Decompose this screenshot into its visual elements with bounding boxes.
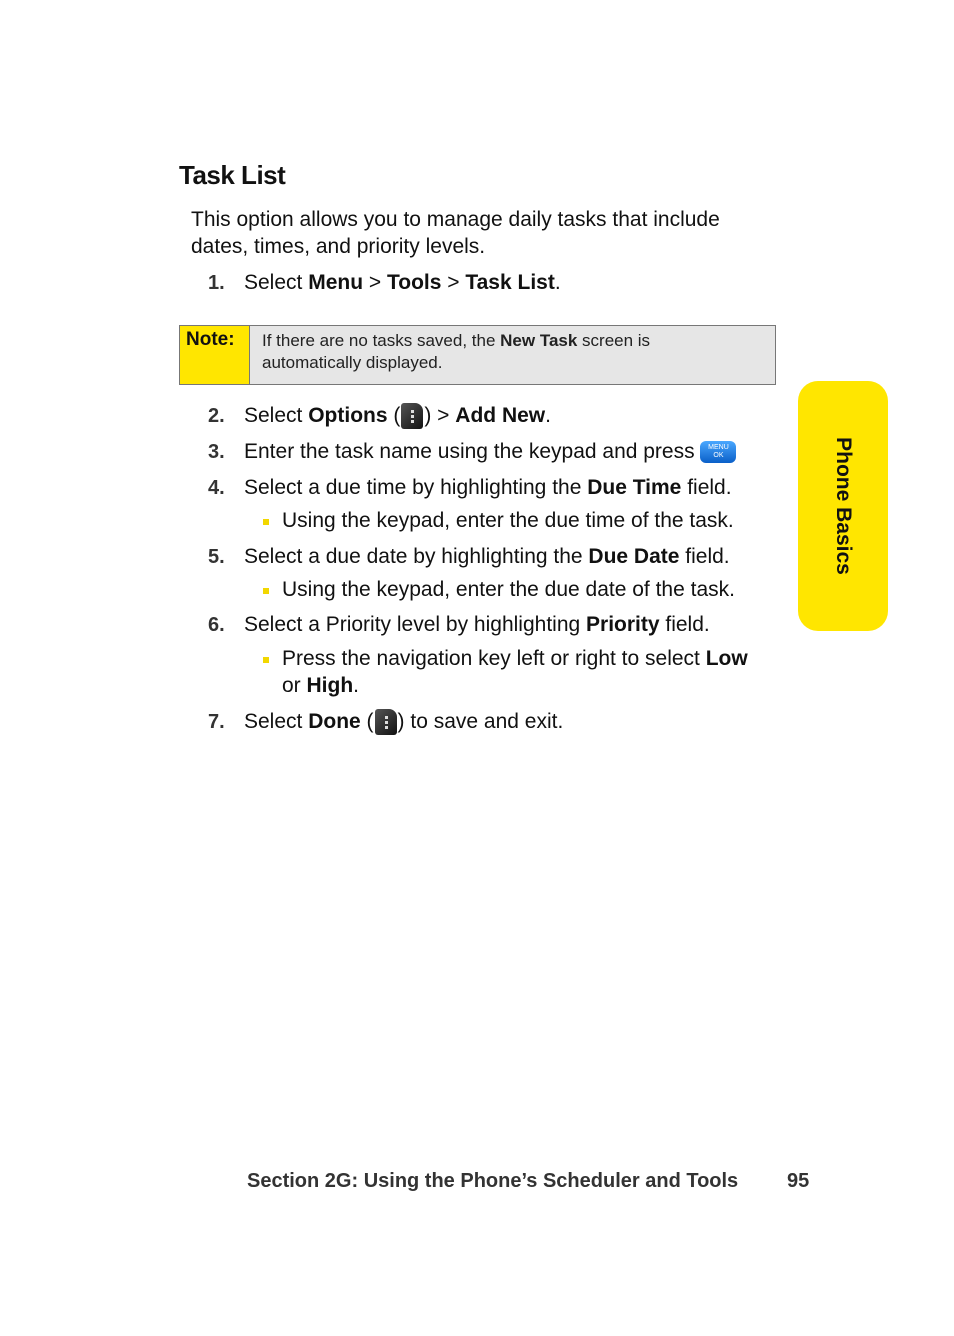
text: > <box>363 271 387 294</box>
key-label: OK <box>713 452 724 460</box>
note-label: Note: <box>180 326 250 384</box>
bullet-icon <box>263 519 269 525</box>
options-term: Options <box>308 404 388 427</box>
text: Select <box>244 404 309 427</box>
step-number: 6. <box>208 614 225 636</box>
step-number: 1. <box>208 272 225 294</box>
bullet-icon <box>263 657 269 663</box>
text: field. <box>681 476 732 499</box>
text: ) > <box>424 404 456 427</box>
text: If there are no tasks saved, the <box>262 331 501 350</box>
bullet-text: Using the keypad, enter the due date of the task. <box>282 578 735 601</box>
section-tab-label: Phone Basics <box>832 437 855 575</box>
text: ( <box>387 404 401 427</box>
done-term: Done <box>308 710 361 733</box>
text: or <box>282 674 307 697</box>
page-number: 95 <box>787 1170 810 1192</box>
step-number: 7. <box>208 711 225 733</box>
due-date-term: Due Date <box>588 545 680 568</box>
note-box <box>179 325 776 385</box>
text: . <box>554 271 561 294</box>
add-new-term: Add New <box>455 404 546 427</box>
text: Select <box>244 710 309 733</box>
text: ( <box>360 710 374 733</box>
bullet-text: Using the keypad, enter the due time of the task. <box>282 509 734 532</box>
text: Press the navigation key left or right to select <box>282 647 706 670</box>
done-softkey-icon <box>375 709 397 735</box>
due-time-term: Due Time <box>587 476 682 499</box>
step-number: 2. <box>208 405 225 427</box>
text: field. <box>659 613 710 636</box>
task-list-term: Task List <box>465 271 555 294</box>
menu-term: Menu <box>308 271 364 294</box>
section-tab <box>798 381 888 631</box>
footer-section-title: Section 2G: Using the Phone’s Scheduler and Tools <box>247 1170 739 1192</box>
key-label: MENU <box>708 444 729 452</box>
text: > <box>441 271 466 294</box>
text: screen is <box>577 331 651 350</box>
step-number: 5. <box>208 546 225 568</box>
step-number: 4. <box>208 477 225 499</box>
priority-term: Priority <box>586 613 660 636</box>
intro-line-1: This option allows you to manage daily tasks that include <box>191 208 720 231</box>
high-term: High <box>306 674 354 697</box>
text: . <box>545 404 551 427</box>
text: Enter the task name using the keypad and press <box>244 440 701 463</box>
step-number: 3. <box>208 441 225 463</box>
intro-line-2: dates, times, and priority levels. <box>191 235 486 258</box>
note-line-2: automatically displayed. <box>262 353 443 372</box>
text: field. <box>679 545 730 568</box>
new-task-term: New Task <box>500 331 578 350</box>
text: Select a Priority level by highlighting <box>244 613 587 636</box>
text: ) to save and exit. <box>397 710 564 733</box>
text: Select a due time by highlighting the <box>244 476 588 499</box>
text: Select <box>244 271 309 294</box>
menu-ok-key-icon <box>700 441 736 463</box>
text: Select a due date by highlighting the <box>244 545 589 568</box>
page-title: Task List <box>179 160 286 190</box>
low-term: Low <box>705 647 748 670</box>
bullet-icon <box>263 588 269 594</box>
text: . <box>353 674 360 697</box>
options-softkey-icon <box>401 403 423 429</box>
tools-term: Tools <box>386 271 442 294</box>
